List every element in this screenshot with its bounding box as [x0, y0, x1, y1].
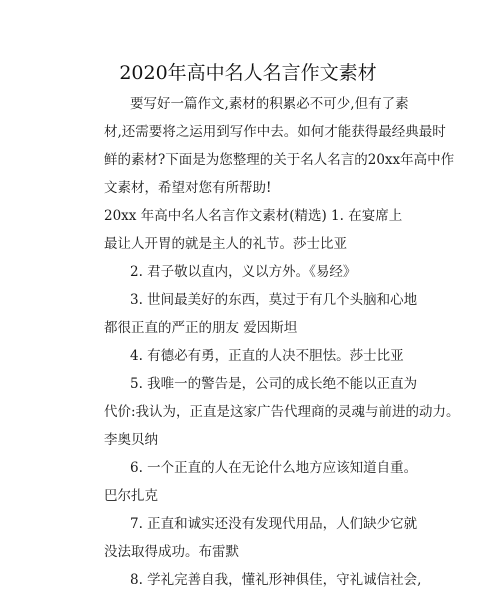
quote-line: 都很正直的严正的朋友 爱因斯坦: [104, 320, 298, 336]
quote-line: 2. 君子敬以直内，义以方外。《易经》: [130, 264, 357, 280]
quote-line: 代价:我认为，正直是这家广告代理商的灵魂与前进的动力。: [104, 404, 460, 420]
paragraph-line: 文素材，希望对您有所帮助!: [104, 180, 272, 196]
paragraph-line: 要写好一篇作文,素材的积累必不可少,但有了素: [130, 96, 409, 112]
quote-line: 巴尔扎克: [104, 488, 158, 504]
quote-line: 3. 世间最美好的东西，莫过于有几个头脑和心地: [130, 292, 418, 308]
quote-line: 李奥贝纳: [104, 432, 158, 448]
quote-line: 5. 我唯一的警告是，公司的成长绝不能以正直为: [130, 376, 418, 392]
quote-line: 7. 正直和诚实还没有发现代用品，人们缺少它就: [130, 516, 418, 532]
quote-line: 8. 学礼完善自我，懂礼形神俱佳，守礼诚信社会,: [130, 572, 422, 588]
quote-line: 4. 有德必有勇，正直的人决不胆怯。莎士比亚: [130, 348, 404, 364]
quote-line: 6. 一个正直的人在无论什么地方应该知道自重。: [130, 460, 418, 476]
paragraph-line: 最让人开胃的就是主人的礼节。莎士比亚: [104, 236, 347, 252]
quote-line: 没法取得成功。布雷默: [104, 544, 239, 560]
document-title: 2020年高中名人名言作文素材: [119, 62, 377, 84]
paragraph-line: 材,还需要将之运用到写作中去。如何才能获得最经典最时: [104, 124, 446, 140]
paragraph-line: 鲜的素材?下面是为您整理的关于名人名言的20xx年高中作: [104, 152, 455, 168]
paragraph-line: 20xx 年高中名人名言作文素材(精选) 1. 在宴席上: [104, 208, 403, 224]
